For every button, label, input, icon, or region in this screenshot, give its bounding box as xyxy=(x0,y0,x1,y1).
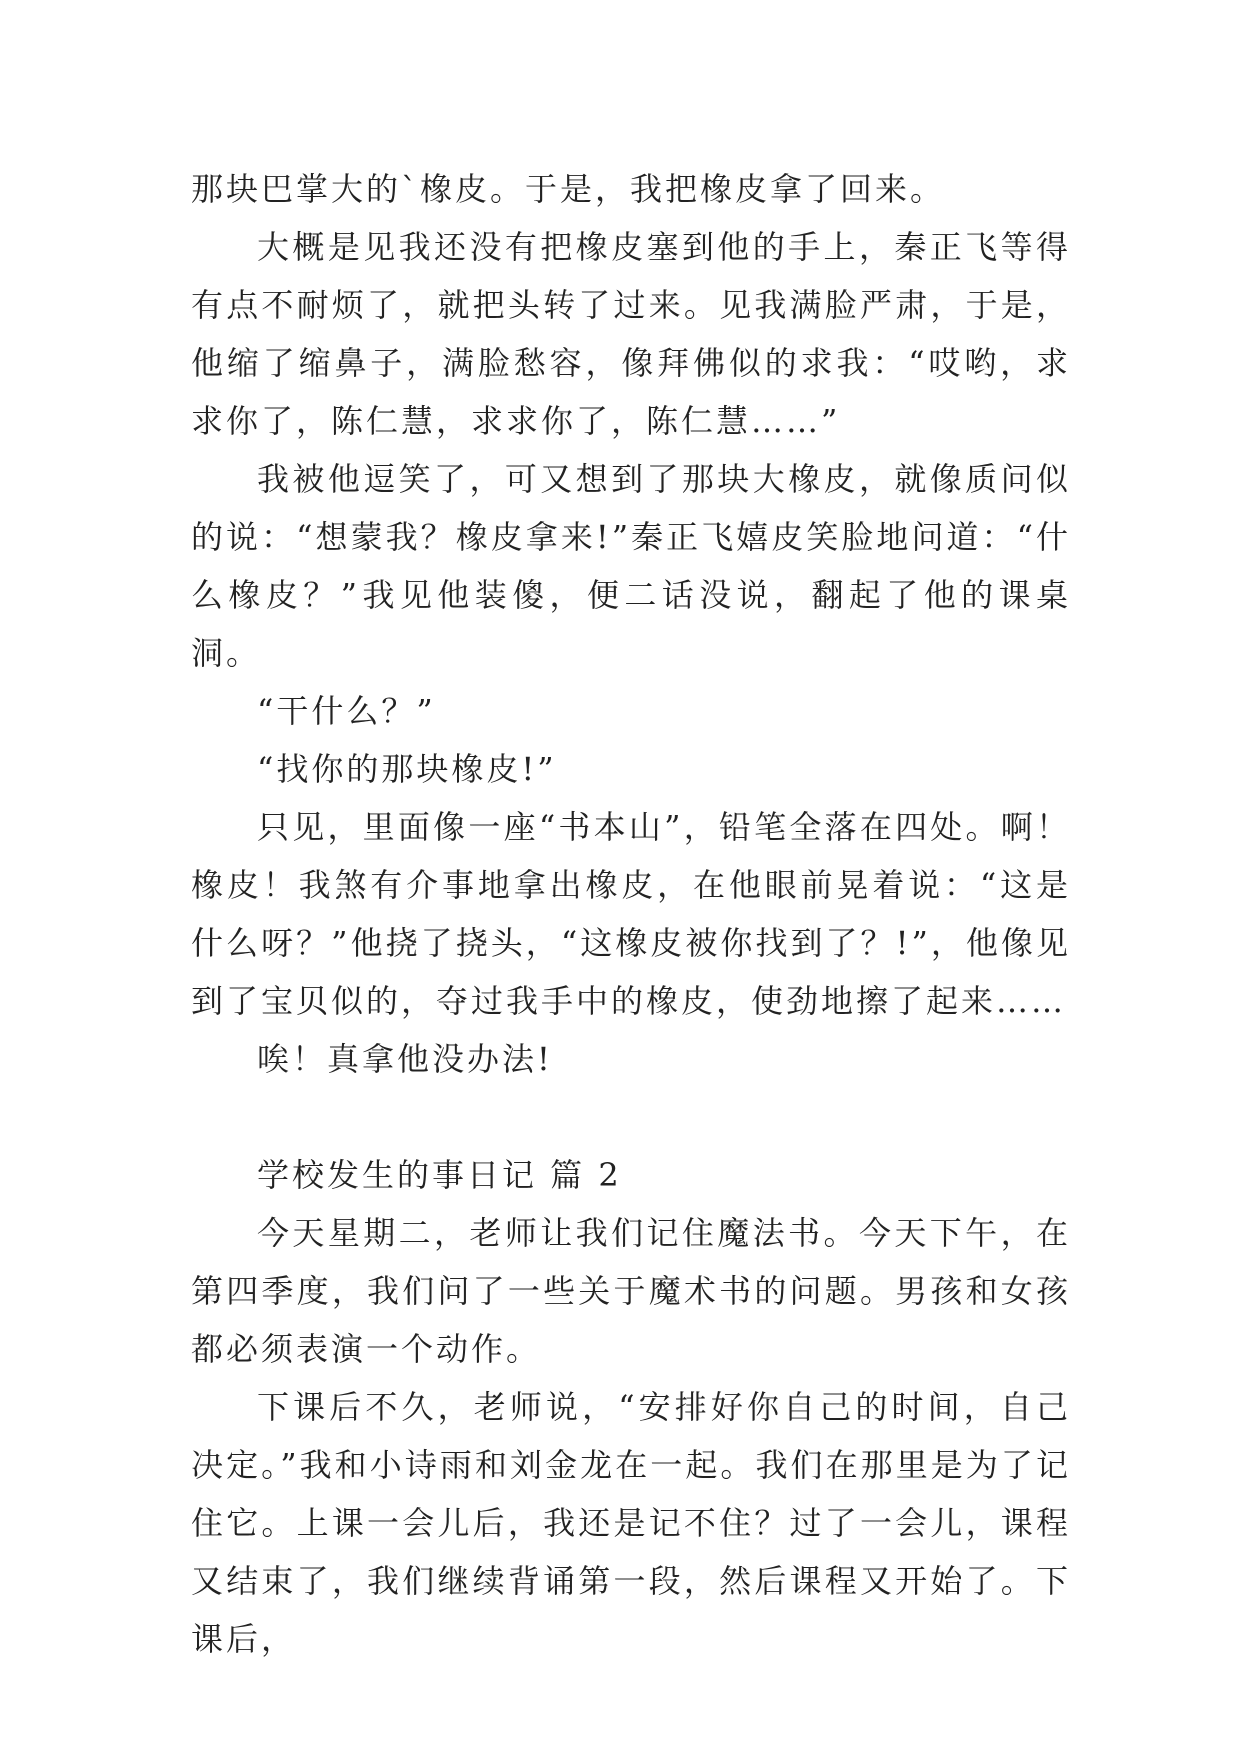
paragraph: 那块巴掌大的`橡皮。于是，我把橡皮拿了回来。 xyxy=(191,170,946,208)
paragraph: 下课后不久，老师说，“安排好你自己的时间，自己决定。”我和小诗雨和刘金龙在一起。我们在那里是为了记住它。上课一会儿后，我还是记不住？过了一会儿，课程又结束了，我们继续背诵第一段，然后课程又开始了。下课后， xyxy=(191,1388,1071,1658)
paragraph: 只见，里面像一座“书本山”，铅笔全落在四处。啊！橡皮！我煞有介事地拿出橡皮，在他眼前晃着说：“这是什么呀？”他挠了挠头，“这橡皮被你找到了？!”，他像见到了宝贝似的，夺过我手中的橡皮，使劲地擦了起来…… xyxy=(191,808,1071,1020)
paragraph: 大概是见我还没有把橡皮塞到他的手上，秦正飞等得有点不耐烦了，就把头转了过来。见我满脸严肃，于是，他缩了缩鼻子，满脸愁容，像拜佛似的求我：“哎哟，求求你了，陈仁慧，求求你了，陈仁慧……” xyxy=(191,228,1071,440)
paragraph: “找你的那块橡皮!” xyxy=(257,750,557,788)
section-heading: 学校发生的事日记 篇 2 xyxy=(257,1156,622,1194)
paragraph: 我被他逗笑了，可又想到了那块大橡皮，就像质问似的说：“想蒙我？橡皮拿来!”秦正飞嬉皮笑脸地问道：“什么橡皮？”我见他装傻，便二话没说，翻起了他的课桌洞。 xyxy=(191,460,1071,672)
section-spacer xyxy=(191,1088,1071,1146)
paragraph: 今天星期二，老师让我们记住魔法书。今天下午，在第四季度，我们问了一些关于魔术书的问题。男孩和女孩都必须表演一个动作。 xyxy=(191,1214,1071,1368)
paragraph: 唉！真拿他没办法! xyxy=(257,1040,553,1078)
document-body xyxy=(191,160,1071,1668)
paragraph: “干什么？” xyxy=(257,692,436,730)
